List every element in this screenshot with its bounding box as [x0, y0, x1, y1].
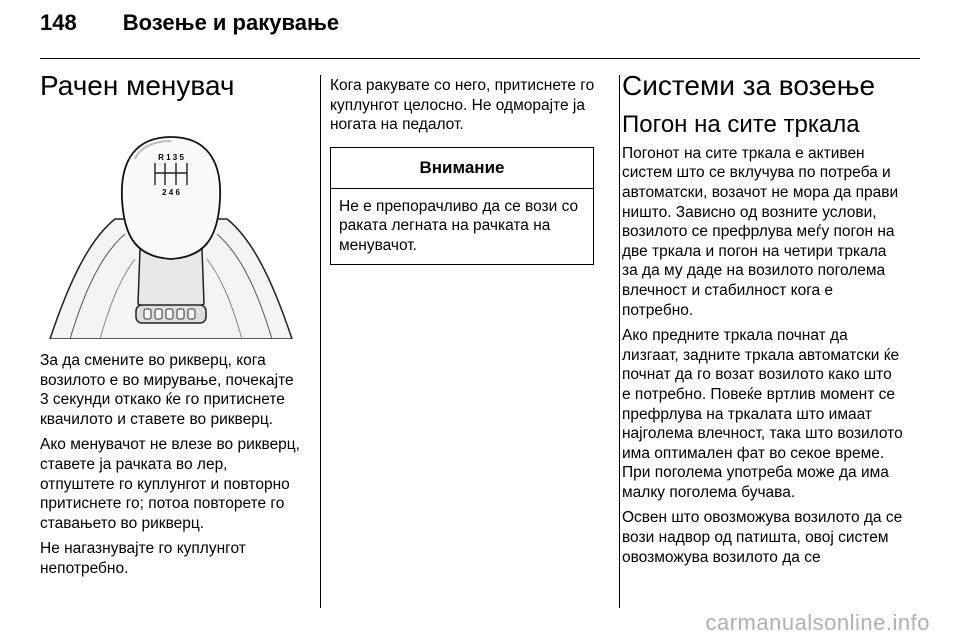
- paragraph: Кога ракувате со него, притиснете го куплунгот целосно. Не одморајте ја ногата на педалот.: [330, 77, 595, 134]
- header-rule: [40, 58, 920, 59]
- column-manual-transmission: [40, 68, 302, 585]
- paragraph: Погонот на сите тркала е активен систем што се вклучува по потреба и автоматски, возачот не мора да прави ништо. Зависно од возните услови, возилото се префрлува меѓу погон на две тркала и погон на четири тркала за да му даде на возилото поголема влечност и стабилност кога е потребно.: [622, 144, 899, 319]
- paragraph: За да смените во рикверц, кога возилото е во мирување, почекајте 3 секунди откако ќе го притиснете квачилото и ставете во рикверц.: [40, 352, 294, 428]
- gear-shift-knob-illustration: [40, 129, 302, 339]
- paragraph: Освен што овозможува возилото да се вози надвор од патишта, овој систем овозможува возилото да се: [622, 509, 903, 566]
- page-number: 148: [40, 10, 77, 35]
- caution-title: Внимание: [331, 148, 593, 189]
- page-header: [40, 10, 339, 36]
- heading-manual-transmission: Рачен менувач: [40, 70, 235, 101]
- column-divider-2: [619, 75, 620, 608]
- caution-box: [330, 147, 594, 265]
- subheading-all-wheel-drive: Погон на сите тркала: [622, 111, 860, 138]
- section-title: Возење и ракување: [122, 10, 340, 35]
- paragraph: Ако предните тркала почнат да лизгаат, задните тркала автоматски ќе почнат да го возат возилото како што е потребно. Повеќе вртлив момент се префрлува на тркалата што имаат најголема влечност, така што возилото има оптимален фат во секое време. При поголема употреба може да има малку поголема бучава.: [622, 327, 903, 501]
- knob-label-top: R 1 3 5: [158, 153, 184, 162]
- paragraph: Ако менувачот не влезе во рикверц, ставете ја рачката во лер, отпуштете го куплунгот и повторно притиснете го; потоа повторете го ставањето во рикверц.: [40, 436, 300, 532]
- caution-body: Не е препорачливо да се вози со раката легната на рачката на менувачот.: [339, 197, 579, 254]
- heading-drive-systems: Системи за возење: [622, 70, 876, 101]
- column-divider-1: [320, 75, 321, 608]
- gear-shift-knob-icon: [40, 129, 302, 339]
- knob-label-bottom: 2 4 6: [162, 188, 180, 197]
- column-drive-systems: [622, 68, 904, 573]
- watermark: carmanualsonline.info: [705, 610, 930, 635]
- column-continued: [330, 68, 602, 265]
- paragraph: Не нагазнувајте го куплунгот непотребно.: [40, 540, 246, 577]
